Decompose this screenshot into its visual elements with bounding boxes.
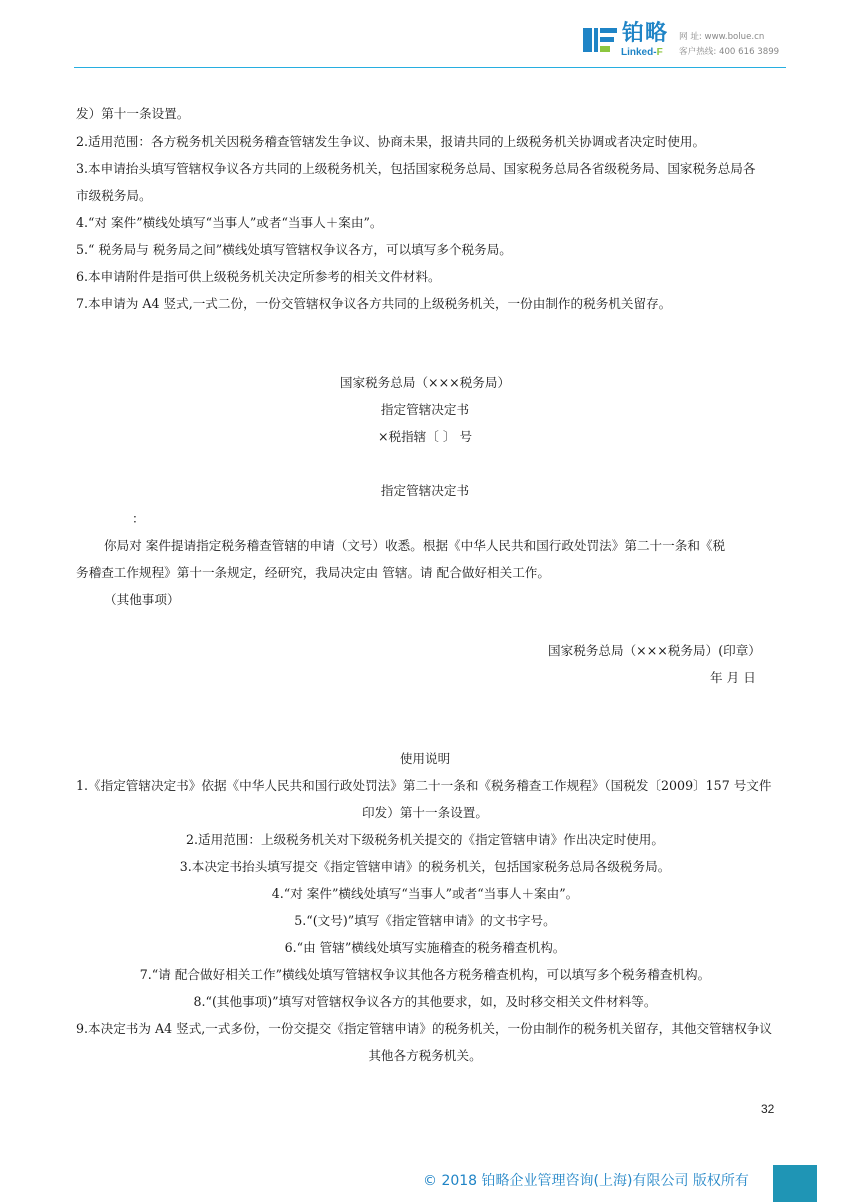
usage-item: 2.适用范围：上级税务机关对下级税务机关提交的《指定管辖申请》作出决定时使用。 [186, 832, 664, 847]
usage-item: 3.本决定书抬头填写提交《指定管辖申请》的税务机关，包括国家税务总局各级税务局。 [179, 859, 671, 874]
usage-item: 9.本决定书为 A4 竖式,一式多份，一份交提交《指定管辖申请》的税务机关，一份由制作的税务机关留存，其他交管辖权争议 [76, 1021, 773, 1036]
note-line: 5.“ 税务局与 税务局之间”横线处填写管辖权争议各方，可以填写多个税务局。 [76, 242, 512, 257]
bolue-logo-icon [583, 26, 619, 54]
document-heading: 指定管辖决定书 [380, 483, 470, 498]
addressee-colon: ： [132, 511, 145, 526]
logo-english-name: Linked-F [621, 47, 663, 58]
usage-item: 其他各方税务机关。 [368, 1048, 482, 1063]
usage-item: 4.“对 案件”横线处填写“当事人”或者“当事人＋案由”。 [271, 886, 579, 901]
footer-accent-bar [773, 1165, 817, 1202]
usage-item: 1.《指定管辖决定书》依据《中华人民共和国行政处罚法》第二十一条和《税务稽查工作规程》（国税发〔2009〕157 号文件 [76, 778, 772, 793]
note-line: 3.本申请抬头填写管辖权争议各方共同的上级税务机关，包括国家税务总局、国家税务总局各省级税务局、国家税务总局各 [76, 161, 756, 176]
decision-body-line: 你局对 案件提请指定税务稽查管辖的申请（文号）收悉。根据《中华人民共和国行政处罚法》第二十一条和《税 [104, 538, 726, 553]
decision-body-line: 务稽查工作规程》第十一条规定，经研究，我局决定由 管辖。请 配合做好相关工作。 [76, 565, 550, 580]
website-text: 网 址: www.bolue.cn [679, 32, 765, 42]
usage-item: 5.“(文号)”填写《指定管辖申请》的文书字号。 [294, 913, 556, 928]
date-line: 年 月 日 [710, 670, 756, 685]
copyright-footer: © 2018 铂略企业管理咨询(上海)有限公司 版权所有 [423, 1173, 749, 1189]
contact-info [679, 30, 779, 60]
header-divider [74, 67, 786, 68]
page-header [0, 0, 850, 72]
usage-item: 8.“(其他事项)”填写对管辖权争议各方的其他要求，如，及时移交相关文件材料等。 [193, 994, 657, 1009]
usage-item: 7.“请 配合做好相关工作”横线处填写管辖权争议其他各方税务稽查机构，可以填写多个税务稽查机构。 [139, 967, 711, 982]
note-line: 市级税务局。 [76, 188, 152, 203]
note-line: 7.本申请为 A4 竖式,一式二份，一份交管辖权争议各方共同的上级税务机关，一份由制作的税务机关留存。 [76, 296, 672, 311]
logo-chinese-name: 铂略 [622, 21, 669, 46]
usage-title: 使用说明 [399, 751, 451, 766]
seal-line: 国家税务总局（×××税务局）(印章） [548, 643, 761, 658]
usage-item: 6.“由 管辖”横线处填写实施稽查的税务稽查机构。 [284, 940, 566, 955]
document-title: 指定管辖决定书 [380, 402, 470, 417]
other-matters: （其他事项） [104, 592, 180, 607]
usage-item: 印发）第十一条设置。 [362, 805, 488, 820]
note-line: 发）第十一条设置。 [76, 106, 190, 121]
hotline-text: 客户热线: 400 616 3899 [679, 47, 780, 57]
note-line: 2.适用范围：各方税务机关因税务稽查管辖发生争议、协商未果，报请共同的上级税务机关协调或者决定时使用。 [76, 134, 706, 149]
note-line: 6.本申请附件是指可供上级税务机关决定所参考的相关文件材料。 [76, 269, 441, 284]
page-number: 32 [761, 1102, 775, 1116]
note-line: 4.“对 案件”横线处填写“当事人”或者“当事人＋案由”。 [76, 215, 383, 230]
issuing-authority: 国家税务总局（×××税务局） [339, 375, 511, 390]
document-number: ×税指辖〔 〕 号 [377, 429, 473, 444]
